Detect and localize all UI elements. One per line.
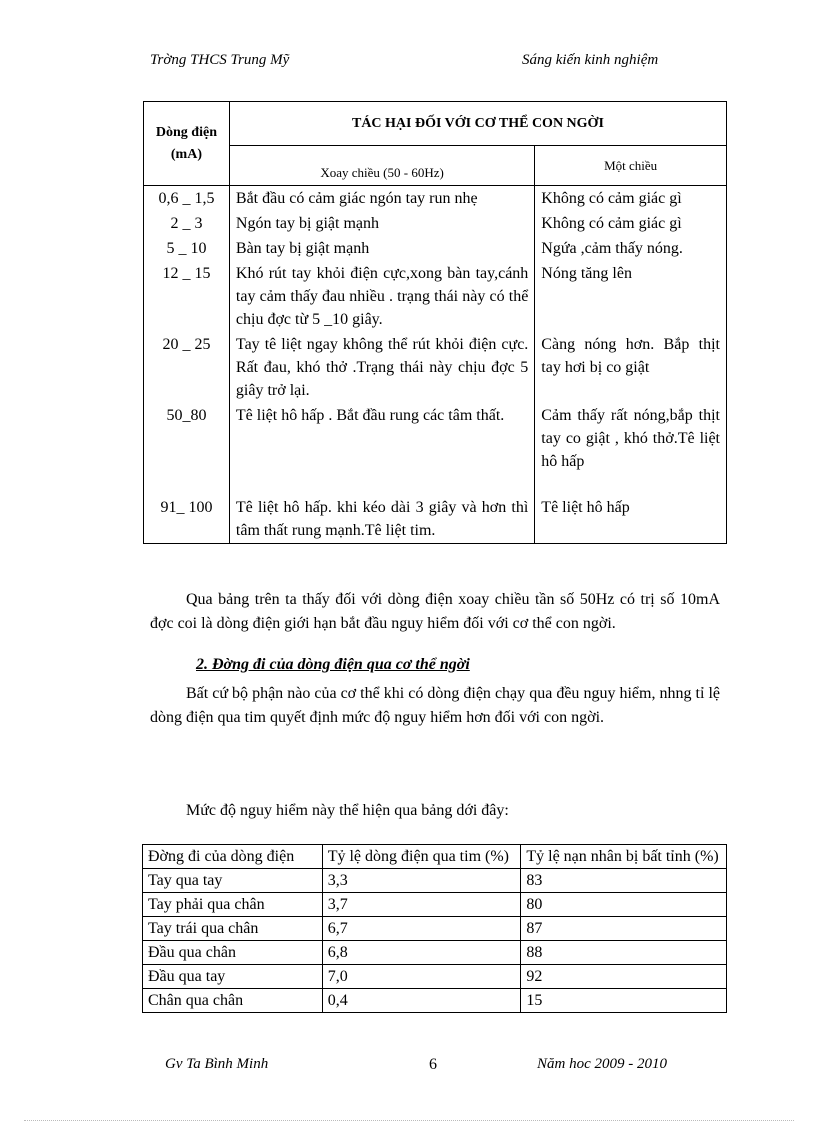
table-row: [144, 211, 727, 236]
table1-current-value: 20 _ 25: [162, 336, 211, 353]
table-row: [144, 236, 727, 261]
table1-ac-effect: Khó rút tay khỏi điện cực,xong bàn tay,cánh tay cảm thấy đau nhiều . trạng thái này có thể chịu đợc từ 5 _10 giây.: [235, 265, 529, 328]
table-row: [144, 332, 727, 403]
table2-unconscious-percent: 92: [521, 965, 727, 989]
table-row: [143, 965, 727, 989]
table2-heart-percent: 6,8: [322, 941, 521, 965]
table2-unconscious-percent: 80: [521, 893, 727, 917]
table2-unconscious-percent: 15: [521, 989, 727, 1013]
page-divider: [24, 1120, 794, 1121]
table2-unconscious-percent: 83: [521, 869, 727, 893]
section-heading: 2. Đờng đi của dòng điện qua cơ thể ngời: [196, 656, 470, 673]
table1-dc-effect: Không có cảm giác gì: [541, 215, 682, 232]
table2-header-unconscious: Tỷ lệ nạn nhân bị bất tỉnh (%): [521, 845, 727, 869]
table2-heart-percent: 6,7: [322, 917, 521, 941]
table2-path: Đầu qua chân: [143, 941, 323, 965]
paragraph-intro-table2: Mức độ nguy hiểm này thể hiện qua bảng dới đây:: [186, 802, 509, 819]
table1-dc-effect: Ngứa ,cảm thấy nóng.: [541, 240, 683, 257]
table1-ac-header: Xoay chiều (50 - 60Hz): [229, 146, 534, 186]
table-row: [143, 869, 727, 893]
table1-dc-effect: Không có cảm giác gì: [541, 190, 682, 207]
footer-school-year: Năm hoc 2009 - 2010: [537, 1056, 667, 1072]
table2-path: Tay phải qua chân: [143, 893, 323, 917]
table1-ac-effect: Tê liệt hô hấp . Bắt đầu rung các tâm thất.: [235, 407, 505, 424]
table1-dc-effect: Cảm thấy rất nóng,bắp thịt tay co giật , khó thở.Tê liệt hô hấp: [541, 407, 720, 470]
table1-dc-effect: Tê liệt hô hấp: [541, 499, 630, 516]
table-row: [143, 941, 727, 965]
table1-current-value: 12 _ 15: [162, 265, 211, 282]
table-row: [143, 917, 727, 941]
table2-heart-percent: 7,0: [322, 965, 521, 989]
header-title: Sáng kiến kinh nghiệm: [522, 52, 659, 68]
table1-dc-effect: Nóng tăng lên: [541, 265, 632, 282]
paragraph-conclusion: Qua bảng trên ta thấy đối với dòng điện xoay chiều tần số 50Hz có trị số 10mA đợc coi là dòng điện giới hạn bắt đầu nguy hiểm đối với cơ thể con ngời.: [150, 591, 720, 632]
table-row: [144, 186, 727, 212]
current-effects-table: [143, 101, 727, 544]
table1-ac-effect: Bàn tay bị giật mạnh: [235, 240, 370, 257]
table-row: [143, 893, 727, 917]
table-header-row: [143, 845, 727, 869]
table-row: [144, 495, 727, 544]
table2-path: Tay trái qua chân: [143, 917, 323, 941]
footer-author: Gv Ta Bình Minh: [165, 1056, 269, 1072]
table-row: [143, 989, 727, 1013]
table1-current-value: 91_ 100: [160, 499, 213, 516]
table1-current-value: 50_80: [166, 407, 207, 424]
table1-dc-header: Một chiều: [535, 146, 727, 186]
table1-current-value: 5 _ 10: [166, 240, 207, 257]
table2-heart-percent: 3,3: [322, 869, 521, 893]
table1-ac-effect: Bắt đầu có cảm giác ngón tay run nhẹ: [235, 190, 478, 207]
table2-path: Đầu qua tay: [143, 965, 323, 989]
table1-current-value: 0,6 _ 1,5: [158, 190, 215, 207]
table2-unconscious-percent: 87: [521, 917, 727, 941]
paragraph-body: Bất cứ bộ phận nào của cơ thể khi có dòng điện chạy qua đều nguy hiểm, nhng tỉ lệ dòng điện qua tim quyết định mức độ nguy hiểm hơn đối với con ngời.: [150, 685, 720, 726]
table1-dc-effect: Càng nóng hơn. Bắp thịt tay hơi bị co giật: [541, 336, 720, 376]
table-row: [144, 403, 727, 495]
table2-heart-percent: 3,7: [322, 893, 521, 917]
table2-header-path: Đờng đi của dòng điện: [143, 845, 323, 869]
table1-current-value: 2 _ 3: [170, 215, 203, 232]
table2-unconscious-percent: 88: [521, 941, 727, 965]
table2-path: Chân qua chân: [143, 989, 323, 1013]
table2-header-heart: Tỷ lệ dòng điện qua tim (%): [322, 845, 521, 869]
table-row: [144, 261, 727, 332]
table2-path: Tay qua tay: [143, 869, 323, 893]
table1-col-current-header: Dòng điện (mA): [144, 102, 230, 186]
page-number: 6: [429, 1056, 437, 1073]
table2-heart-percent: 0,4: [322, 989, 521, 1013]
header-school: Trờng THCS Trung Mỹ: [150, 52, 290, 68]
table1-ac-effect: Tay tê liệt ngay không thể rút khỏi điện cực. Rất đau, khó thở .Trạng thái này chịu đợc 5 giây trở lại.: [235, 336, 529, 399]
current-path-table: [142, 844, 727, 1013]
table1-main-header: TÁC HẠI ĐỐI VỚI CƠ THỂ CON NGỜI: [229, 102, 726, 146]
table1-ac-effect: Tê liệt hô hấp. khi kéo dài 3 giây và hơn thì tâm thất rung mạnh.Tê liệt tim.: [235, 499, 529, 539]
table1-ac-effect: Ngón tay bị giật mạnh: [235, 215, 379, 232]
